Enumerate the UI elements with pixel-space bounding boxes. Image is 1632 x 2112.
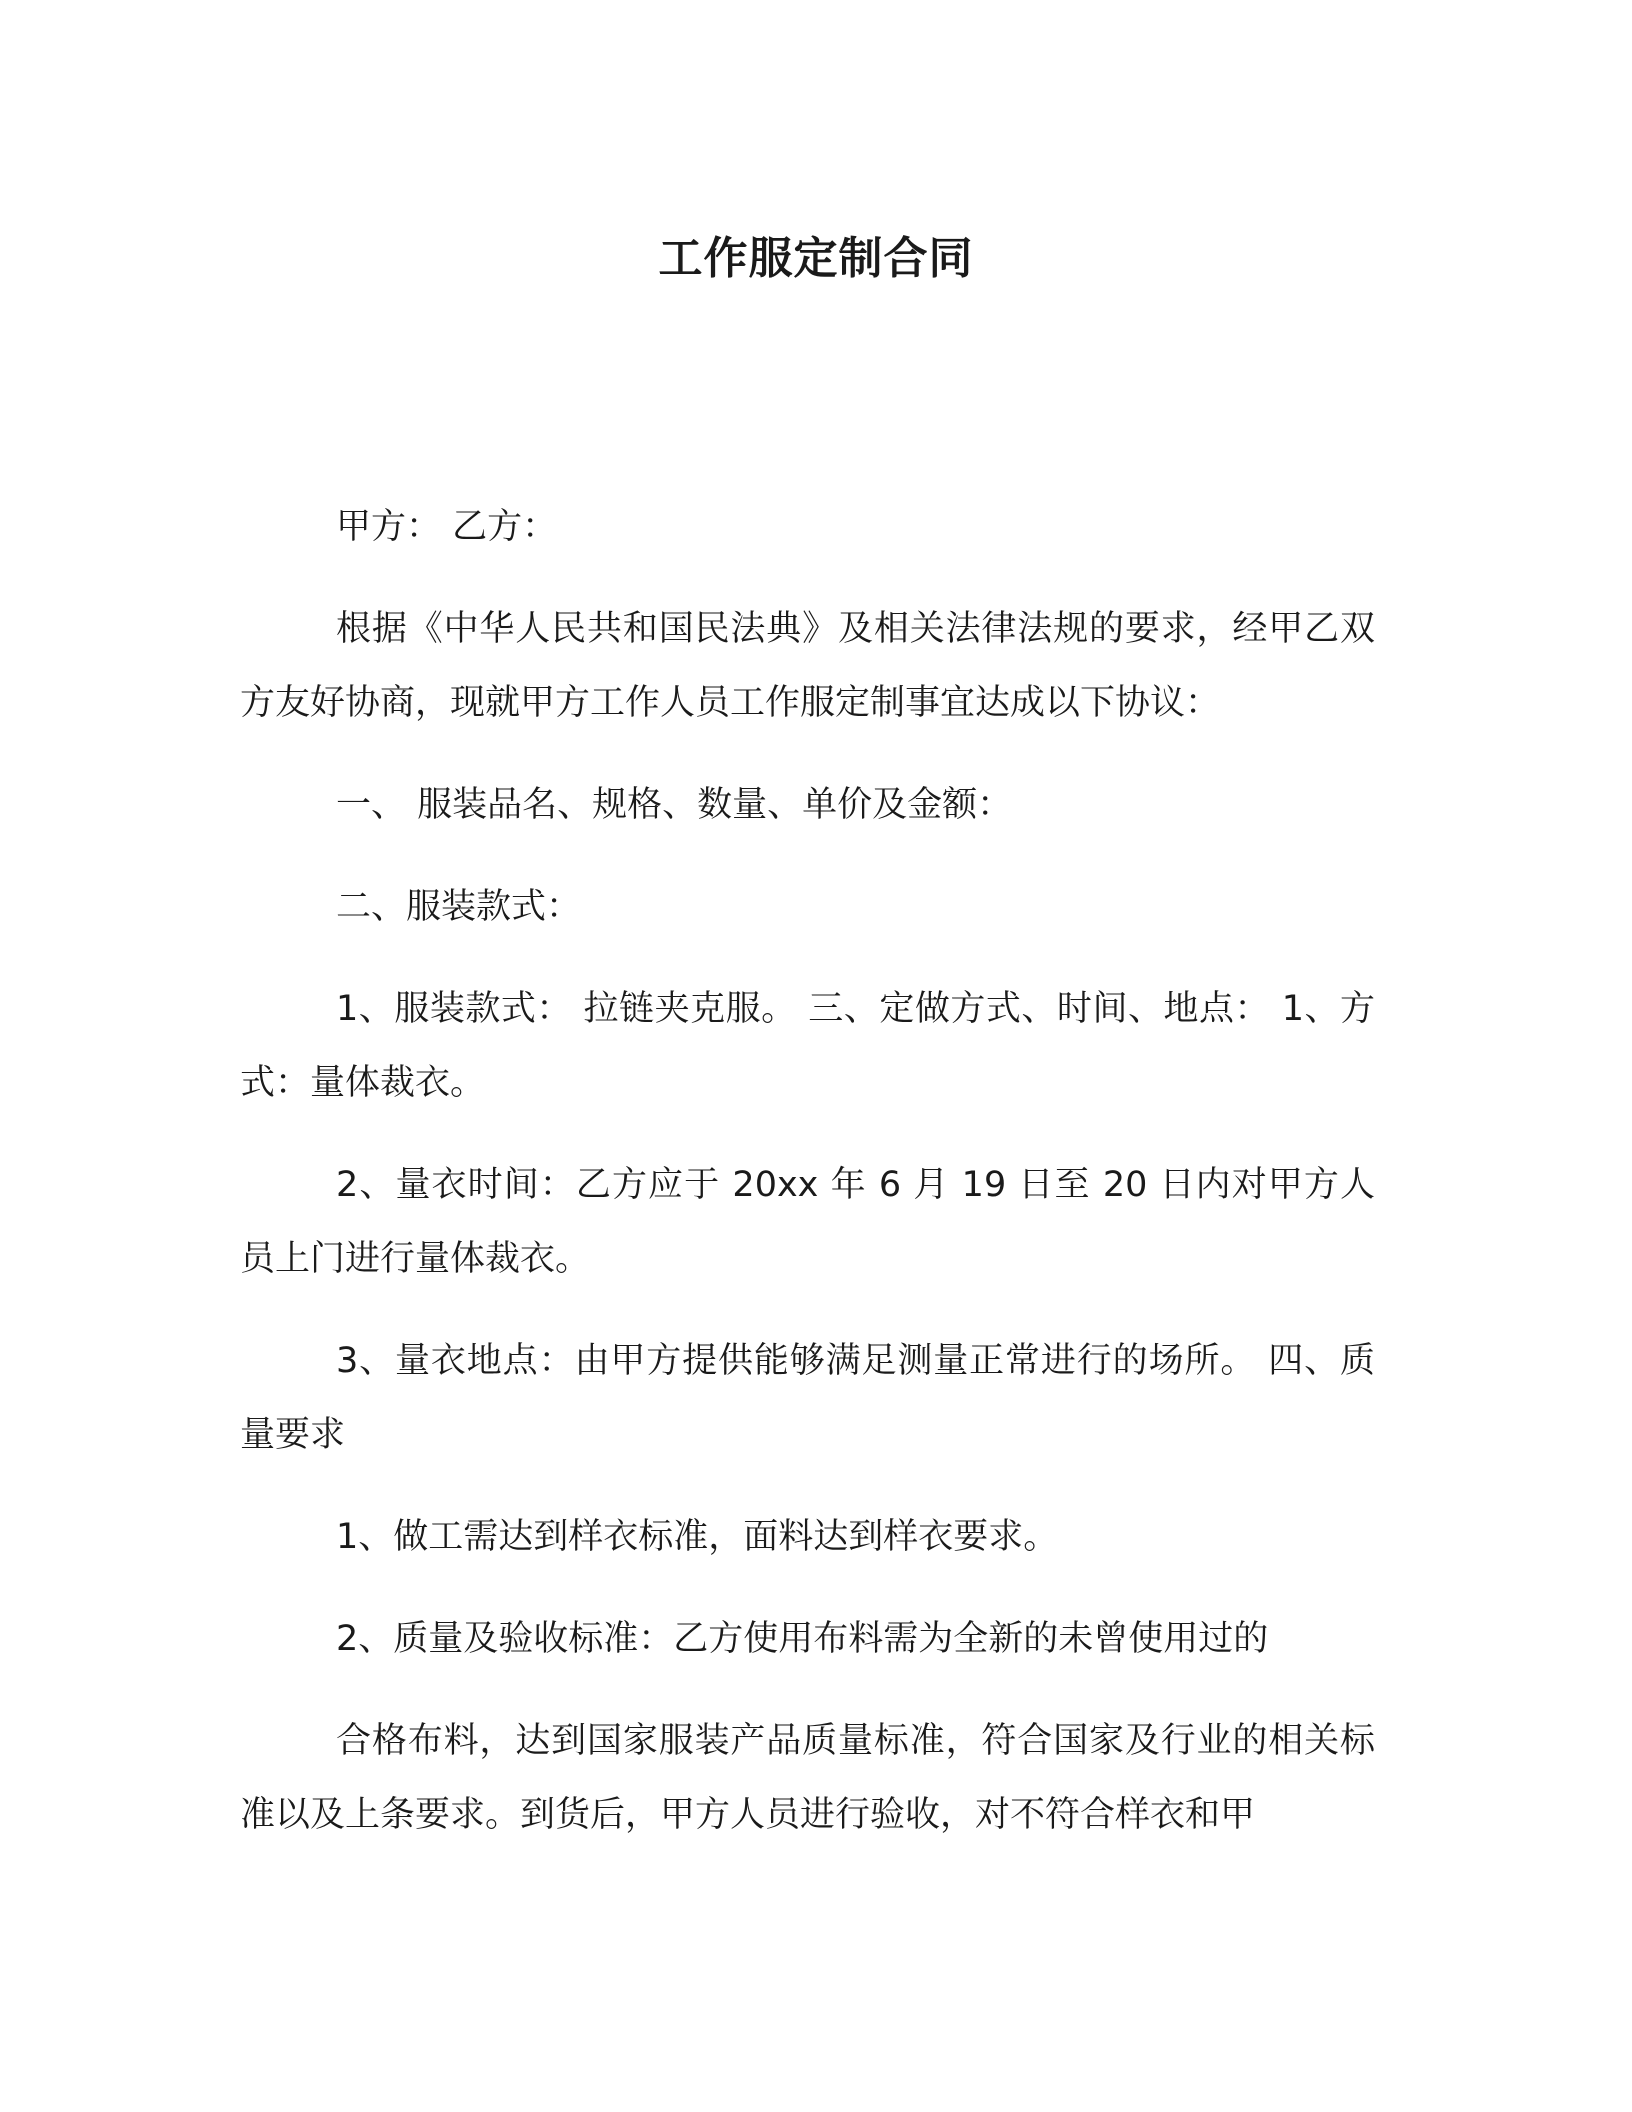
- clause-measure-location: 3、量衣地点：由甲方提供能够满足测量正常进行的场所。 四、质量要求: [240, 1341, 1375, 1455]
- document-title: 工作服定制合同: [658, 233, 974, 284]
- clause-workmanship: 1、做工需达到样衣标准，面料达到样衣要求。: [336, 1517, 1059, 1557]
- preamble-paragraph: 根据《中华人民共和国民法典》及相关法律法规的要求，经甲乙双方友好协商，现就甲方工作人员工作服定制事宜达成以下协议：: [240, 609, 1375, 723]
- document-body: [240, 490, 1375, 1880]
- clause-quality-standard: 2、质量及验收标准：乙方使用布料需为全新的未曾使用过的: [336, 1619, 1269, 1659]
- clause-style-and-method: 1、服装款式： 拉链夹克服。 三、定做方式、时间、地点： 1、方式：量体裁衣。: [240, 989, 1375, 1103]
- clause-measure-time: 2、量衣时间：乙方应于 20xx 年 6 月 19 日至 20 日内对甲方人员上门进行量体裁衣。: [240, 1165, 1375, 1279]
- section-2-heading: 二、服装款式：: [336, 887, 582, 927]
- parties-line: 甲方： 乙方：: [336, 507, 558, 547]
- section-1-heading: 一、 服装品名、规格、数量、单价及金额：: [336, 785, 1013, 825]
- clause-quality-standard-continued: 合格布料，达到国家服装产品质量标准，符合国家及行业的相关标准以及上条要求。到货后，甲方人员进行验收，对不符合样衣和甲: [240, 1721, 1375, 1835]
